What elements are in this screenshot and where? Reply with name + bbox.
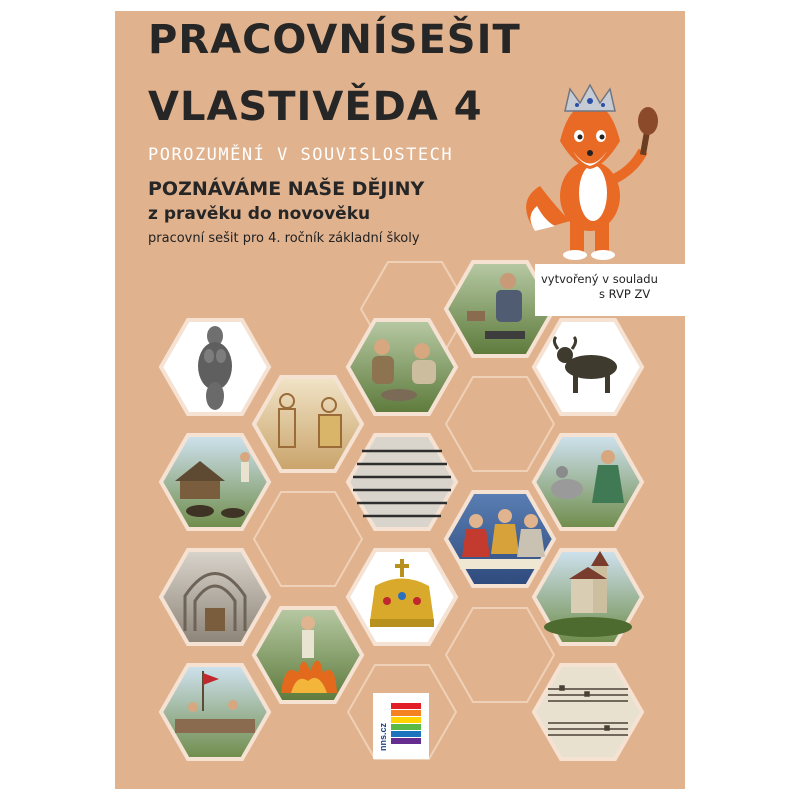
slavic-settlement-tile	[161, 435, 269, 529]
publisher-logo	[373, 693, 429, 759]
sheet-music-tile	[534, 665, 642, 759]
empty-tile-left	[254, 492, 362, 586]
bronze-bull-tile	[534, 320, 642, 414]
queen-knight-tile	[534, 435, 642, 529]
rvp-line-2: s RVP ZV	[599, 287, 651, 301]
castle-tile	[534, 550, 642, 644]
book-title-line-1: PRACOVNÍSEŠIT	[148, 17, 521, 63]
book-title-line-2: VLASTIVĚDA 4	[148, 84, 483, 130]
saints-drawing-tile	[254, 377, 362, 471]
rvp-line-1: vytvořený v souladu	[541, 272, 658, 286]
burning-at-stake-tile	[254, 608, 362, 702]
book-heading: POZNÁVÁME NAŠE DĚJINY	[148, 178, 425, 200]
book-cover	[115, 11, 685, 789]
crown-jewels-tile	[348, 550, 456, 644]
manuscript-tile	[348, 435, 456, 529]
empty-tile-mid	[446, 377, 554, 471]
publisher-logo-text: nns.cz	[378, 722, 388, 751]
fox-with-crown-and-mirror-icon	[515, 81, 685, 261]
venus-figurine-tile	[161, 320, 269, 414]
book-description: pracovní sešit pro 4. ročník základní školy	[148, 231, 420, 246]
book-subheading: z pravěku do novověku	[148, 204, 371, 224]
rvp-compliance-label	[535, 264, 685, 316]
series-subtitle: POROZUMĚNÍ V SOUVISLOSTECH	[148, 145, 454, 165]
royal-court-icon	[460, 509, 545, 569]
hussite-camp-tile	[161, 665, 269, 759]
royal-court-tile	[446, 492, 554, 586]
empty-tile-lower	[446, 608, 554, 702]
church-portal-tile	[161, 550, 269, 644]
